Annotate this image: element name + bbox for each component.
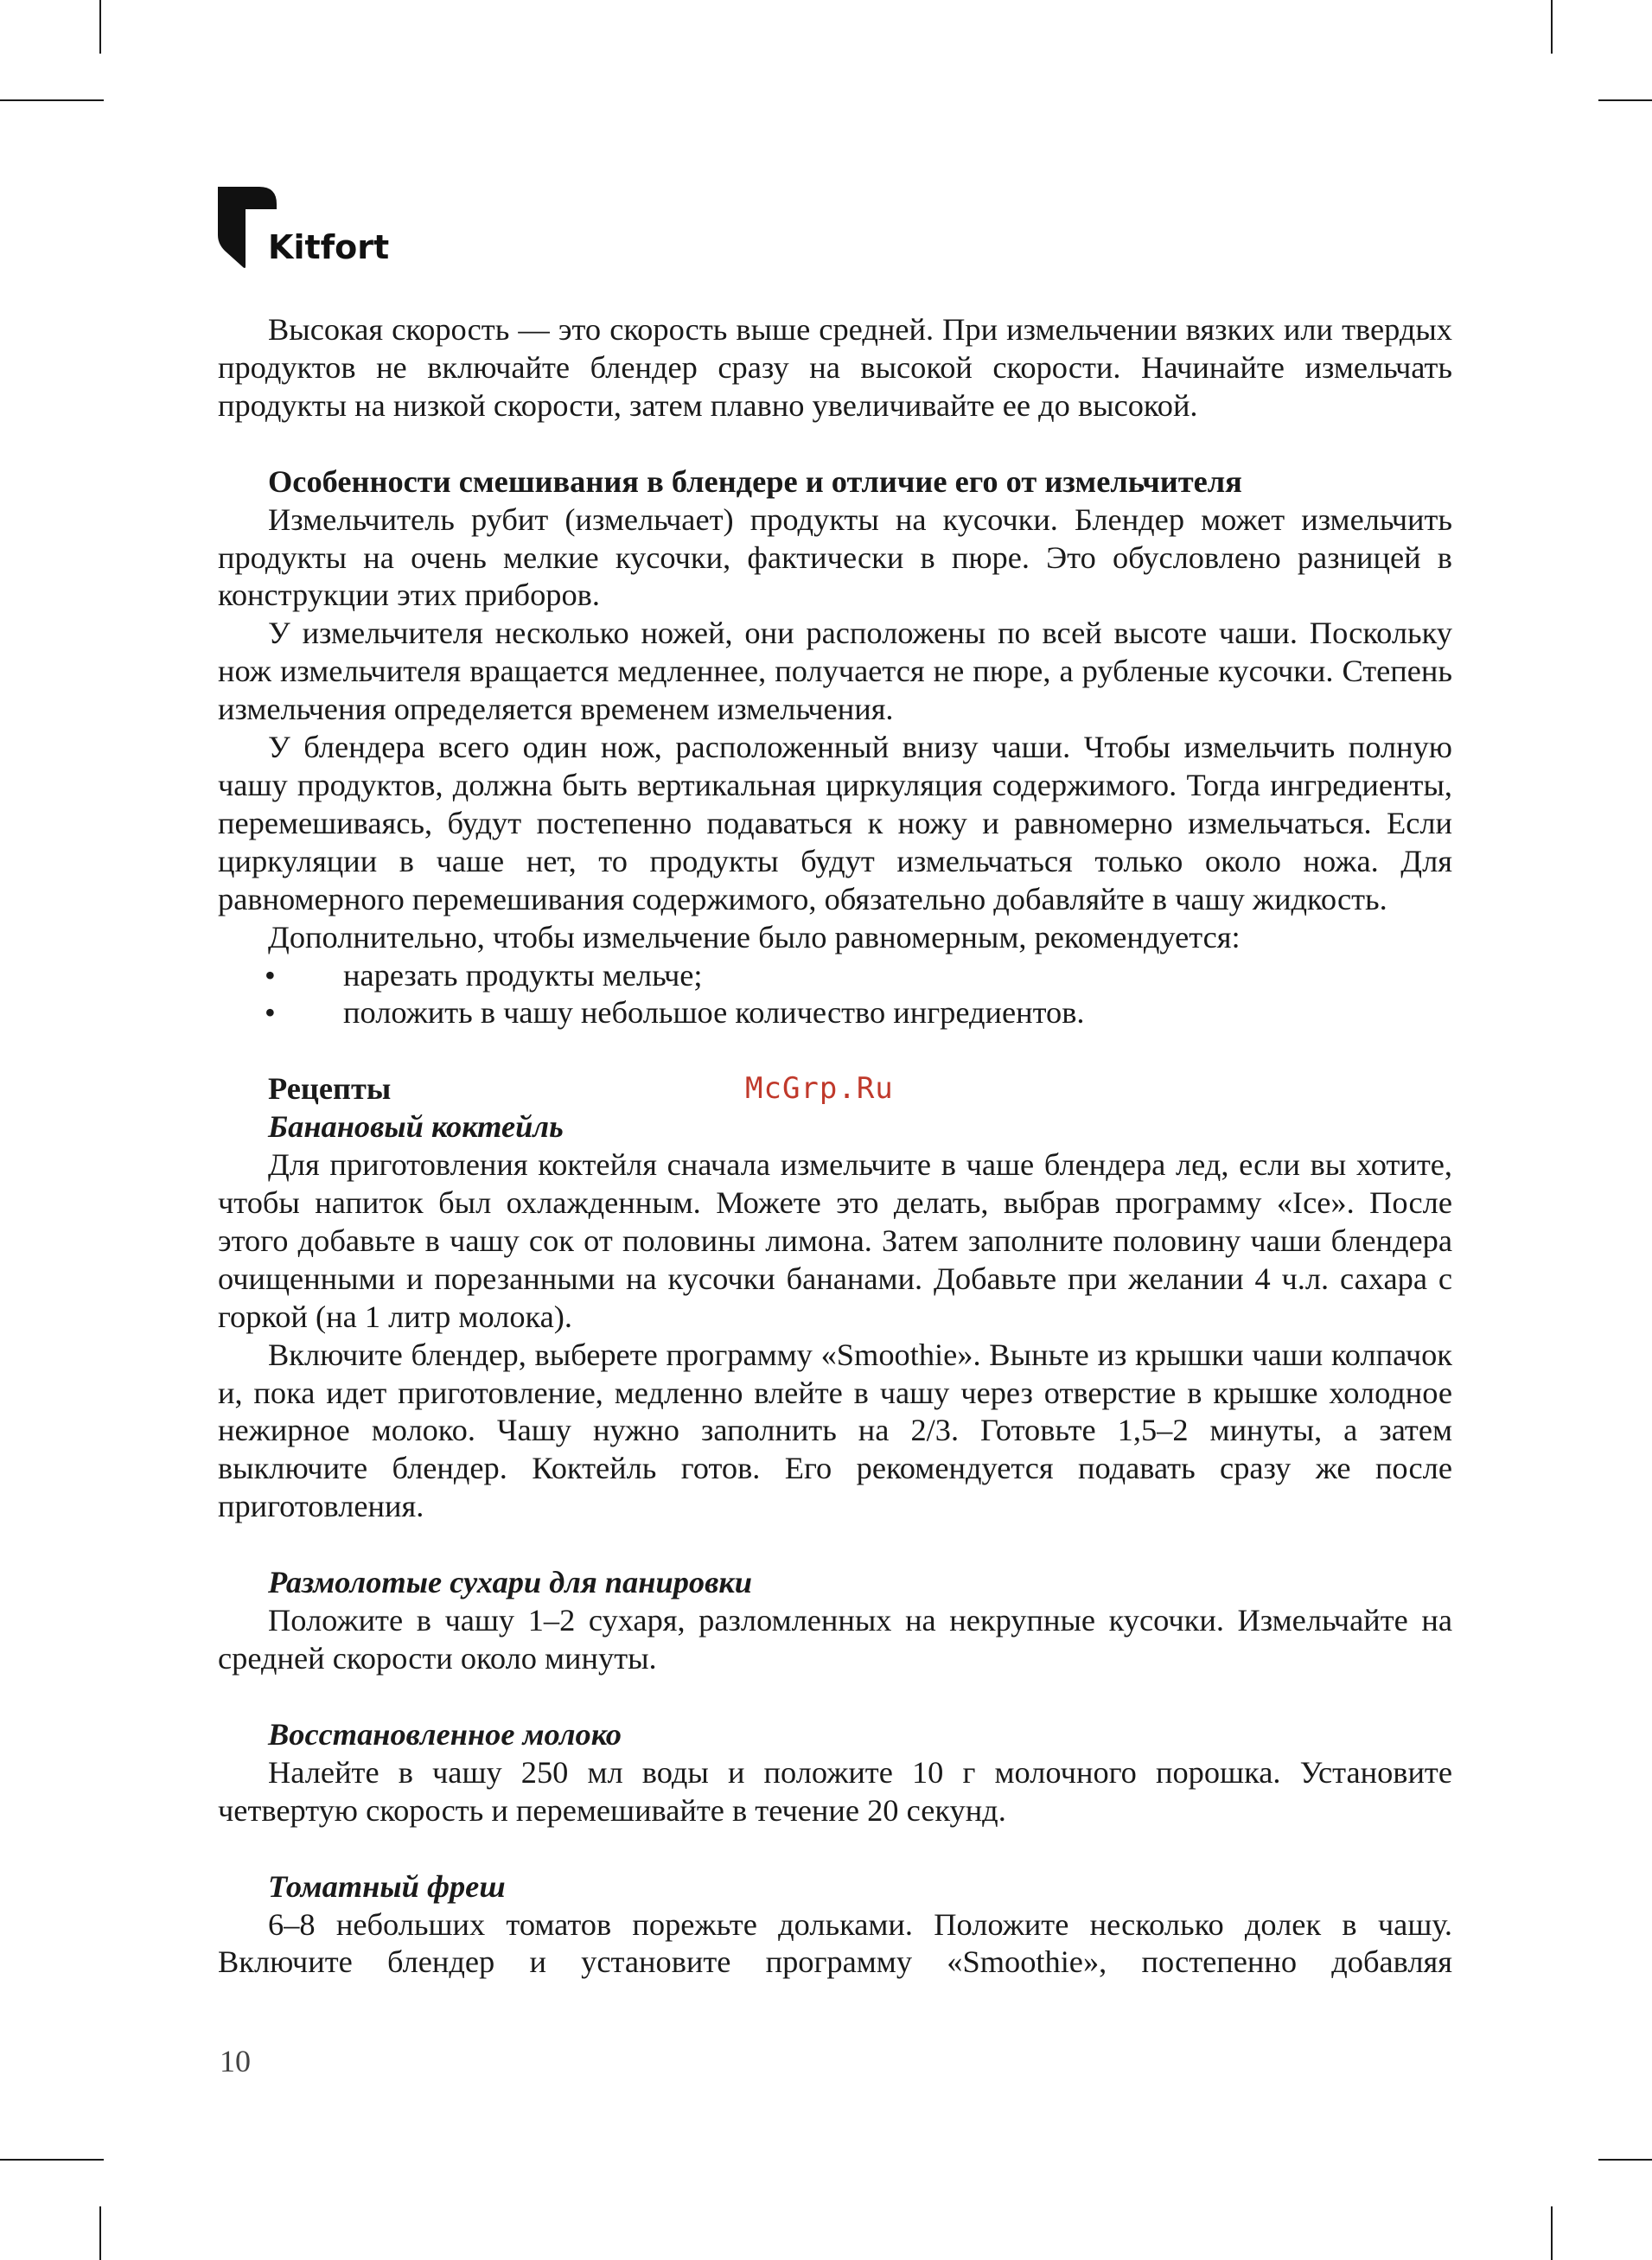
bullet-icon: • [265, 995, 276, 1031]
watermark: McGrp.Ru [745, 1071, 894, 1107]
page-number: 10 [220, 2044, 251, 2078]
bullet-icon: • [265, 957, 276, 993]
paragraph: Дополнительно, чтобы измельчение было равномерным, рекомендуется: [268, 919, 1241, 954]
paragraph: Налейте в чашу 250 мл воды и положите 10 г молочного порошка. Установите четвертую скорость и перемешивайте в течение 20 секунд. [218, 1754, 1452, 1828]
brand-name: Kitfort [268, 228, 390, 266]
paragraph: У блендера всего один нож, расположенный внизу чаши. Чтобы измельчить полную чашу продуктов, должна быть вертикальная циркуляция содержимого. Тогда ингредиенты, перемешиваясь, будут постепенно подаваться к ножу и равномерно измельчаться. Если циркуляции в чаше нет, то продукты будут измельчаться только около ножа. Для равномерного перемешивания содержимого, обязательно добавляйте в чашу жидкость. [218, 730, 1452, 916]
crop-mark [0, 2159, 104, 2161]
crop-mark [1598, 99, 1652, 101]
paragraph: Измельчитель рубит (измельчает) продукты на кусочки. Блендер может измельчить продукты на очень мелкие кусочки, фактически в пюре. Это обусловлено разницей в конструкции этих приборов. [218, 501, 1452, 613]
paragraph: У измельчителя несколько ножей, они расположены по всей высоте чаши. Поскольку нож измельчителя вращается медленнее, получается не пюре, а рубленые кусочки. Степень измельчения определяется временем измельчения. [218, 616, 1452, 727]
list-item [218, 994, 1452, 1032]
crop-mark [99, 0, 101, 54]
crop-mark [99, 2206, 101, 2260]
document-body [218, 311, 1452, 1982]
paragraph: 6–8 небольших томатов порежьте дольками. Положите несколько долек в чашу. Включите блендер и установите программу «Smoothie», постепенно добавляя [218, 1906, 1452, 1980]
crop-mark [0, 99, 104, 101]
list-item [218, 957, 1452, 995]
crop-mark [1598, 2159, 1652, 2161]
crop-mark [1551, 2206, 1553, 2260]
paragraph: Включите блендер, выберете программу «Smoothie». Выньте из крышки чаши колпачок и, пока идет приготовление, медленно влейте в чашу через отверстие в крышке холодное нежирное молоко. Чашу нужно заполнить на 2/3. Готовьте 1,5–2 минуты, а затем выключите блендер. Коктейль готов. Его рекомендуется подавать сразу же после приготовления. [218, 1337, 1452, 1524]
paragraph: Положите в чашу 1–2 сухаря, разломленных на некрупные кусочки. Измельчайте на средней скорости около минуты. [218, 1603, 1452, 1676]
paragraph: Высокая скорость — это скорость выше средней. При измельчении вязких или твердых продуктов не включайте блендер сразу на высокой скорости. Начинайте измельчать продукты на низкой скорости, затем плавно увеличивайте ее до высокой. [218, 312, 1452, 423]
list-item-text: нарезать продукты мельче; [343, 957, 703, 993]
section-heading: Рецепты [268, 1071, 392, 1107]
recipe-title: Банановый коктейль [268, 1109, 564, 1145]
list-item-text: положить в чашу небольшое количество ингредиентов. [343, 995, 1085, 1031]
crop-mark [1551, 0, 1553, 54]
section-heading: Особенности смешивания в блендере и отличие его от измельчителя [268, 463, 1242, 499]
recipe-title: Томатный фреш [268, 1868, 506, 1904]
recipe-title: Восстановленное молоко [268, 1716, 622, 1752]
recipe-title: Размолотые сухари для панировки [268, 1565, 753, 1600]
paragraph: Для приготовления коктейля сначала измельчите в чаше блендера лед, если вы хотите, чтобы напиток был охлажденным. Можете это делать, выбрав программу «Ice». После этого добавьте в чашу сок от половины лимона. Затем заполните половину чаши блендера очищенными и порезанными на кусочки бананами. Добавьте при желании 4 ч.л. сахара с горкой (на 1 литр молока). [218, 1147, 1452, 1334]
